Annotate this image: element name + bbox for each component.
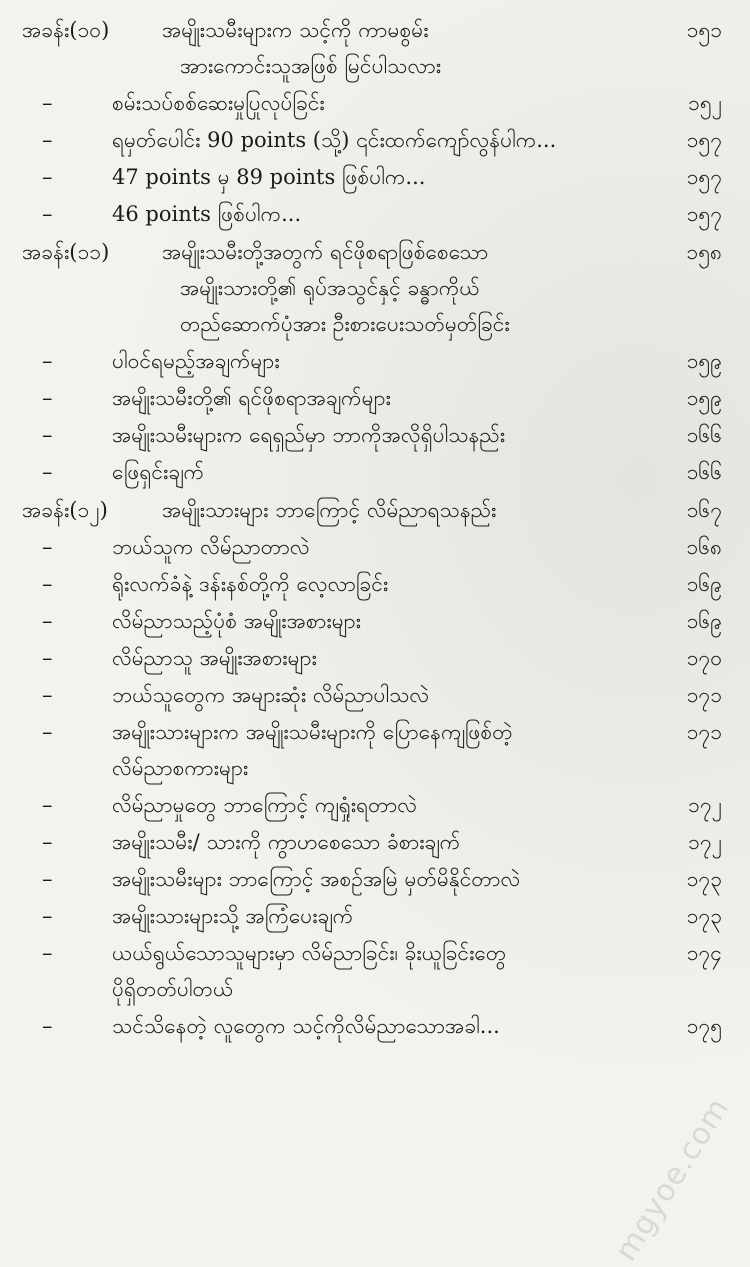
entry-title-line: ဘယ်သူတွေက အများဆုံး လိမ်ညာပါသလဲ: [112, 683, 430, 707]
toc-item-row: [22, 603, 722, 639]
toc-item-row: [22, 529, 722, 565]
page-number: ၁၇၃: [686, 904, 722, 928]
page-number: ၁၆၉: [686, 609, 722, 633]
entry-title: [162, 492, 662, 528]
page-number: ၁၆၇: [686, 498, 722, 522]
toc-item-row: [22, 566, 722, 602]
page-number: ၁၅၉: [686, 349, 722, 373]
entry-title-line: အမျိုးသားများ ဘာကြောင့် လိမ်ညာရသနည်း: [162, 498, 497, 522]
chapter-label: အခန်း(၁၀): [22, 18, 110, 42]
item-dash: –: [42, 91, 53, 115]
item-dash: –: [42, 202, 53, 226]
toc-item-row: [22, 640, 722, 676]
chapter-label: အခန်း(၁၁): [22, 240, 110, 264]
entry-title-line: 47 points မှ 89 points ဖြစ်ပါက...: [112, 165, 426, 189]
page-number: ၁၇၃: [686, 867, 722, 891]
toc-chapter-row: [22, 12, 722, 84]
entry-title-line: အမျိုးသားတို့၏ ရုပ်အသွင်နှင့် ခန္ဓာကိုယ်: [180, 276, 480, 300]
page-number: ၁၆၉: [686, 572, 722, 596]
entry-title-line: လိမ်ညာမှုတွေ ဘာကြောင့် ကျရှုံးရတာလဲ: [112, 793, 417, 817]
entry-title: [112, 122, 662, 158]
toc-item-row: [22, 861, 722, 897]
entry-title: [112, 1008, 662, 1044]
entry-title-line: အမျိုးသားများသို့ အကြံပေးချက်: [112, 904, 354, 928]
entry-title: [112, 898, 662, 934]
entry-title-line: အမျိုးသမီး/ သားကို ကွာဟစေသော ခံစားချက်: [112, 830, 461, 854]
entry-title-line: လိမ်ညာသည့်ပုံစံ အမျိုးအစားများ: [112, 609, 361, 633]
page-number: ၁၇၅: [686, 1014, 722, 1038]
entry-title-line: ရိုးလက်ခံနဲ့ ဒန်းနစ်တို့ကို လေ့လာခြင်း: [112, 572, 389, 596]
toc-item-row: [22, 454, 722, 490]
item-dash: –: [42, 423, 53, 447]
entry-title: [112, 159, 662, 195]
entry-title: [112, 566, 662, 602]
item-dash: –: [42, 165, 53, 189]
page-number: ၁၆၆: [686, 423, 722, 447]
watermark: mgyoe.com: [608, 1091, 736, 1267]
toc-item-row: [22, 714, 722, 786]
entry-title-line: အားကောင်းသူအဖြစ် မြင်ပါသလား: [180, 54, 442, 78]
entry-title-line: ယယ်ရွယ်သောသူများမှာ လိမ်ညာခြင်း၊ ခိုးယူခြင်းတွေ: [112, 941, 507, 965]
item-dash: –: [42, 646, 53, 670]
page-number: ၁၇၀: [686, 646, 722, 670]
toc-chapter-row: [22, 234, 722, 342]
toc-item-row: [22, 1008, 722, 1044]
entry-title: [112, 529, 662, 565]
page-number: ၁၅၂: [688, 91, 722, 115]
toc-item-row: [22, 677, 722, 713]
page-number: ၁၇၄: [686, 941, 722, 965]
entry-title: [112, 935, 662, 1007]
item-dash: –: [42, 460, 53, 484]
entry-title-line: အမျိုးသမီးများက သင့်ကို ကာမစွမ်း: [162, 18, 429, 42]
toc-item-row: [22, 122, 722, 158]
page-number: ၁၅၈: [686, 240, 722, 264]
entry-title: [112, 787, 662, 823]
entry-title: [112, 85, 662, 121]
page-number: ၁၅၇: [686, 165, 722, 189]
page-number: ၁၇၂: [688, 830, 722, 854]
page-number: ၁၇၁: [686, 683, 722, 707]
page-number: ၁၇၁: [686, 720, 722, 744]
entry-title-line: အမျိုးသမီးများ ဘာကြောင့် အစဉ်အမြဲ မှတ်မိနိုင်တာလဲ: [112, 867, 521, 891]
toc-chapter-row: [22, 492, 722, 528]
entry-title-line: အမျိုးသမီးတို့၏ ရင်ဖိုစရာအချက်များ: [112, 386, 391, 410]
page-number: ၁၇၂: [688, 793, 722, 817]
item-dash: –: [42, 683, 53, 707]
entry-title: [162, 12, 662, 84]
toc-item-row: [22, 343, 722, 379]
toc-item-row: [22, 898, 722, 934]
toc-item-row: [22, 380, 722, 416]
entry-title-line: အမျိုးသမီးများက ရေရှည်မှာ ဘာကိုအလိုရှိပါသနည်း: [112, 423, 506, 447]
entry-title-line: ပိုရှိတတ်ပါတယ်: [112, 977, 234, 1001]
entry-title: [112, 861, 662, 897]
toc-item-row: [22, 787, 722, 823]
item-dash: –: [42, 793, 53, 817]
entry-title-line: ရမှတ်ပေါင်း 90 points (သို့) ၎င်းထက်ကျော်လွန်ပါက...: [112, 128, 557, 152]
entry-title-line: အမျိုးသားများက အမျိုးသမီးများကို ပြောနေကျဖြစ်တဲ့: [112, 720, 513, 744]
entry-title-line: လိမ်ညာစကားများ: [112, 756, 249, 780]
item-dash: –: [42, 867, 53, 891]
entry-title-line: ဖြေရှင်းချက်: [112, 460, 205, 484]
item-dash: –: [42, 904, 53, 928]
toc-item-row: [22, 196, 722, 232]
page-number: ၁၆၈: [686, 535, 722, 559]
entry-title-line: ပါဝင်ရမည့်အချက်များ: [112, 349, 280, 373]
item-dash: –: [42, 128, 53, 152]
entry-title: [112, 417, 662, 453]
item-dash: –: [42, 386, 53, 410]
entry-title: [112, 603, 662, 639]
entry-title-line: လိမ်ညာသူ အမျိုးအစားများ: [112, 646, 317, 670]
entry-title: [112, 343, 662, 379]
page-number: ၁၅၇: [686, 202, 722, 226]
toc-item-row: [22, 85, 722, 121]
entry-title-line: ဘယ်သူက လိမ်ညာတာလဲ: [112, 535, 310, 559]
item-dash: –: [42, 720, 53, 744]
entry-title-line: တည်ဆောက်ပုံအား ဦးစားပေးသတ်မှတ်ခြင်း: [180, 312, 510, 336]
page-number: ၁၅၉: [686, 386, 722, 410]
entry-title-line: သင်သိနေတဲ့ လူတွေက သင့်ကိုလိမ်ညာသောအခါ...: [112, 1014, 500, 1038]
entry-title: [112, 640, 662, 676]
page-number: ၁၅၇: [686, 128, 722, 152]
entry-title: [112, 714, 662, 786]
page-number: ၁၅၁: [686, 18, 722, 42]
toc-item-row: [22, 824, 722, 860]
entry-title: [112, 824, 662, 860]
entry-title: [112, 380, 662, 416]
entry-title-line: 46 points ဖြစ်ပါက...: [112, 202, 302, 226]
item-dash: –: [42, 572, 53, 596]
item-dash: –: [42, 349, 53, 373]
item-dash: –: [42, 830, 53, 854]
entry-title: [162, 234, 662, 342]
entry-title-line: စမ်းသပ်စစ်ဆေးမှုပြုလုပ်ခြင်း: [112, 91, 325, 115]
chapter-label: အခန်း(၁၂): [22, 498, 108, 522]
item-dash: –: [42, 535, 53, 559]
toc-item-row: [22, 935, 722, 1007]
item-dash: –: [42, 609, 53, 633]
item-dash: –: [42, 1014, 53, 1038]
entry-title-line: အမျိုးသမီးတို့အတွက် ရင်ဖိုစရာဖြစ်စေသော: [162, 240, 489, 264]
table-of-contents: [22, 12, 722, 1044]
entry-title: [112, 677, 662, 713]
entry-title: [112, 454, 662, 490]
item-dash: –: [42, 941, 53, 965]
toc-item-row: [22, 417, 722, 453]
toc-item-row: [22, 159, 722, 195]
entry-title: [112, 196, 662, 232]
page-number: ၁၆၆: [686, 460, 722, 484]
